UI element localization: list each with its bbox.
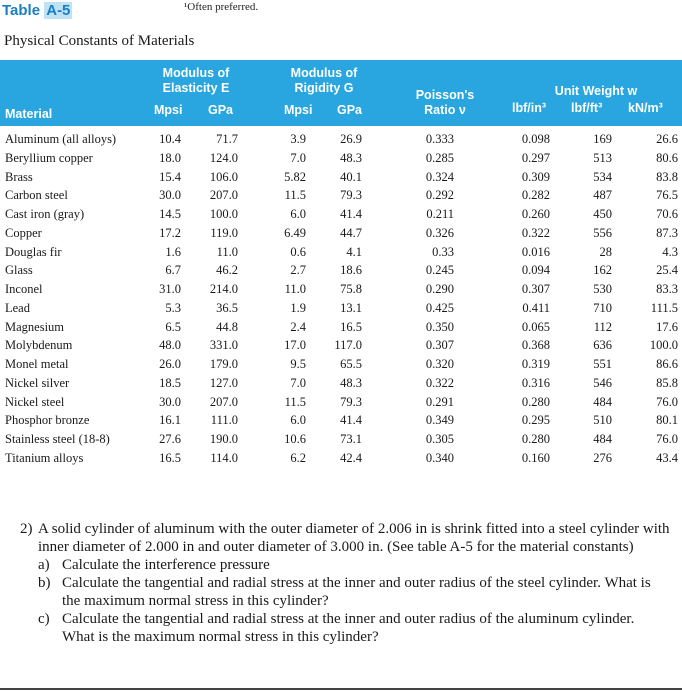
table-row (0, 245, 682, 264)
cell-kn-m3: 86.6 (656, 357, 678, 371)
cell-material: Douglas fir (5, 244, 62, 259)
cell-material: Stainless steel (18-8) (5, 432, 110, 446)
cell-lbf-ft3: 534 (593, 169, 612, 184)
cell-mpsi-e: 6.7 (165, 263, 181, 278)
cell-material: Carbon steel (5, 188, 68, 203)
header-mpsi-e: Mpsi (154, 103, 183, 117)
table-row (0, 170, 682, 189)
cell-mpsi-g: 9.5 (290, 357, 306, 371)
problem-part-label: b) (38, 575, 51, 591)
cell-gpa-e: 119.0 (210, 225, 238, 240)
header-gpa-g: GPa (337, 103, 363, 117)
cell-mpsi-g: 6.2 (290, 450, 306, 465)
cell-mpsi-g: 11.5 (284, 188, 306, 203)
cell-gpa-e: 71.7 (216, 132, 238, 146)
problem-statement (20, 520, 670, 646)
cell-mpsi-e: 1.6 (165, 244, 181, 259)
cell-gpa-e: 179.0 (209, 357, 238, 371)
cell-material: Glass (5, 263, 33, 278)
cell-mpsi-e: 26.0 (159, 357, 181, 371)
cell-gpa-g: 16.5 (340, 319, 362, 334)
cell-gpa-g: 18.6 (340, 263, 362, 278)
table-row (0, 188, 682, 207)
cell-mpsi-e: 17.2 (159, 225, 181, 240)
cell-poisson: 0.333 (425, 132, 454, 146)
cell-gpa-g: 40.1 (340, 169, 362, 184)
cell-lbf-in3: 0.280 (521, 432, 550, 446)
table-header (0, 60, 682, 126)
cell-poisson: 0.305 (425, 432, 454, 446)
cell-mpsi-g: 2.4 (290, 319, 306, 334)
cell-mpsi-e: 18.5 (159, 375, 181, 390)
cell-lbf-ft3: 510 (593, 413, 612, 428)
cell-material: Molybdenum (5, 338, 73, 353)
cell-mpsi-e: 16.5 (159, 450, 181, 465)
cell-poisson: 0.320 (425, 357, 454, 371)
cell-lbf-ft3: 551 (593, 357, 612, 371)
cell-material: Copper (5, 225, 42, 240)
header-kn-m3: kN/m³ (628, 101, 663, 115)
cell-mpsi-e: 16.1 (159, 413, 181, 428)
problem-part (20, 610, 670, 646)
cell-lbf-in3: 0.160 (521, 450, 550, 465)
cell-lbf-ft3: 513 (593, 150, 612, 165)
cell-mpsi-e: 30.0 (159, 188, 181, 203)
cell-material: Cast iron (gray) (5, 207, 85, 221)
cell-material: Phosphor bronze (5, 413, 90, 428)
table-row (0, 301, 682, 320)
table-row (0, 357, 682, 376)
cell-lbf-ft3: 112 (593, 319, 612, 334)
cell-gpa-e: 331.0 (209, 338, 238, 353)
table-label-prefix: Table (2, 2, 45, 19)
cell-mpsi-g: 10.6 (284, 432, 306, 446)
cell-poisson: 0.324 (425, 169, 454, 184)
cell-poisson: 0.425 (425, 300, 454, 315)
cell-mpsi-g: 17.0 (284, 338, 306, 353)
cell-gpa-g: 79.3 (340, 188, 362, 203)
cell-material: Magnesium (5, 319, 65, 334)
cell-kn-m3: 17.6 (656, 319, 678, 334)
cell-kn-m3: 85.8 (656, 375, 678, 390)
cell-lbf-ft3: 276 (593, 450, 612, 465)
cell-poisson: 0.285 (425, 150, 454, 165)
cell-poisson: 0.340 (425, 450, 454, 465)
cell-mpsi-g: 1.9 (290, 300, 306, 315)
cell-kn-m3: 76.0 (656, 432, 678, 446)
cell-mpsi-g: 5.82 (284, 169, 306, 184)
cell-gpa-e: 124.0 (209, 150, 238, 165)
cell-lbf-ft3: 636 (593, 338, 612, 353)
cell-mpsi-g: 11.5 (284, 394, 306, 409)
cell-kn-m3: 100.0 (649, 338, 678, 353)
cell-lbf-in3: 0.316 (521, 375, 550, 390)
cell-poisson: 0.290 (425, 282, 454, 296)
cell-gpa-e: 111.0 (210, 413, 238, 428)
table-row (0, 338, 682, 357)
cell-lbf-in3: 0.065 (521, 319, 550, 334)
header-poisson-line2: Ratio ν (424, 103, 466, 117)
cell-material: Inconel (5, 282, 43, 296)
cell-kn-m3: 87.3 (656, 225, 678, 240)
bottom-rule (0, 688, 682, 690)
cell-mpsi-g: 11.0 (284, 282, 306, 296)
cell-gpa-g: 117.0 (334, 338, 362, 353)
cell-lbf-in3: 0.282 (521, 188, 550, 203)
cell-mpsi-g: 6.0 (290, 413, 306, 428)
problem-parts (20, 556, 670, 646)
cell-lbf-in3: 0.309 (521, 169, 550, 184)
cell-gpa-g: 48.3 (340, 150, 362, 165)
cell-kn-m3: 80.1 (656, 413, 678, 428)
cell-mpsi-e: 15.4 (159, 169, 181, 184)
table-row (0, 263, 682, 282)
cell-gpa-e: 207.0 (209, 394, 238, 409)
cell-lbf-in3: 0.319 (521, 357, 550, 371)
cell-kn-m3: 76.0 (656, 394, 678, 409)
cell-lbf-ft3: 710 (593, 300, 612, 315)
cell-lbf-ft3: 484 (593, 394, 612, 409)
cell-gpa-g: 48.3 (340, 375, 362, 390)
cell-gpa-e: 207.0 (209, 188, 238, 203)
table-caption: Physical Constants of Materials (4, 33, 195, 49)
cell-kn-m3: 80.6 (656, 150, 678, 165)
table-row (0, 376, 682, 395)
cell-lbf-ft3: 546 (593, 375, 612, 390)
cell-lbf-in3: 0.297 (521, 150, 550, 165)
table-row (0, 451, 682, 470)
problem-part (20, 556, 670, 574)
table-row (0, 207, 682, 226)
cell-lbf-ft3: 162 (593, 263, 612, 278)
header-modulus-e-line1: Modulus of (162, 66, 230, 80)
cell-gpa-g: 41.4 (340, 413, 362, 428)
cell-mpsi-g: 7.0 (290, 375, 306, 390)
cell-gpa-g: 26.9 (340, 132, 362, 146)
cell-material: Monel metal (5, 357, 69, 371)
cell-mpsi-e: 27.6 (159, 432, 181, 446)
cell-lbf-in3: 0.307 (521, 282, 550, 296)
cell-mpsi-e: 48.0 (159, 338, 181, 353)
header-lbf-ft3: lbf/ft³ (571, 101, 603, 115)
table-row (0, 432, 682, 451)
cell-kn-m3: 76.5 (656, 188, 678, 203)
table-row (0, 226, 682, 245)
table-row (0, 132, 682, 151)
cell-material: Lead (5, 300, 30, 315)
problem-part-text: Calculate the tangential and radial stress at the inner and outer radius of the steel cylinder. What is the maximum normal stress in this cylinder? (62, 575, 651, 609)
cell-gpa-e: 11.0 (216, 244, 238, 259)
problem-part-label: a) (38, 557, 50, 573)
cell-gpa-e: 106.0 (209, 169, 238, 184)
header-modulus-g-line2: Rigidity G (294, 81, 354, 95)
header-unit-weight: Unit Weight w (554, 84, 638, 98)
cell-poisson: 0.292 (425, 188, 454, 203)
cell-mpsi-e: 5.3 (165, 300, 181, 315)
cell-gpa-g: 42.4 (340, 450, 362, 465)
cell-poisson: 0.322 (425, 375, 454, 390)
cell-lbf-ft3: 169 (593, 132, 612, 146)
cell-lbf-in3: 0.098 (521, 132, 550, 146)
table-label (2, 2, 72, 19)
cell-mpsi-g: 6.0 (290, 207, 306, 221)
table-number: A-5 (46, 2, 71, 19)
cell-kn-m3: 25.4 (656, 263, 678, 278)
table-row (0, 395, 682, 414)
cell-lbf-in3: 0.280 (521, 394, 550, 409)
cell-mpsi-e: 18.0 (159, 150, 181, 165)
header-lbf-in3: lbf/in³ (512, 101, 547, 115)
cell-poisson: 0.349 (425, 413, 454, 428)
cell-lbf-ft3: 28 (599, 244, 612, 259)
cell-lbf-in3: 0.368 (521, 338, 550, 353)
cell-material: Nickel silver (5, 375, 70, 390)
problem-part-text: Calculate the interference pressure (62, 557, 270, 573)
cell-material: Aluminum (all alloys) (5, 132, 117, 146)
cell-poisson: 0.326 (425, 225, 454, 240)
table-row (0, 320, 682, 339)
cell-lbf-ft3: 530 (593, 282, 612, 296)
cell-mpsi-e: 30.0 (159, 394, 181, 409)
cell-kn-m3: 4.3 (662, 244, 678, 259)
header-mpsi-g: Mpsi (284, 103, 313, 117)
cell-gpa-g: 4.1 (346, 244, 362, 259)
header-material: Material (5, 107, 53, 121)
table-row (0, 413, 682, 432)
problem-intro: A solid cylinder of aluminum with the outer diameter of 2.006 in is shrink fitted into a steel cylinder with inner diameter of 2.000 in and outer diameter of 3.000 in. (See table A-5 for the material constants) (38, 521, 670, 555)
cell-poisson: 0.33 (432, 244, 454, 259)
cell-gpa-g: 75.8 (340, 282, 362, 296)
table-row (0, 282, 682, 301)
cell-lbf-in3: 0.016 (521, 244, 550, 259)
header-poisson-line1: Poisson's (415, 88, 475, 102)
cell-gpa-e: 214.0 (209, 282, 238, 296)
problem-part (20, 574, 670, 610)
cell-mpsi-e: 10.4 (159, 132, 181, 146)
header-gpa-e: GPa (208, 103, 234, 117)
cell-lbf-in3: 0.260 (521, 207, 550, 221)
cell-mpsi-g: 3.9 (290, 132, 306, 146)
cell-lbf-ft3: 484 (593, 432, 612, 446)
cell-poisson: 0.291 (425, 394, 454, 409)
cell-lbf-ft3: 556 (593, 225, 612, 240)
cell-kn-m3: 26.6 (656, 132, 678, 146)
problem-part-text: Calculate the tangential and radial stress at the inner and outer radius of the aluminum cylinder. What is the maximum normal stress in this cylinder? (62, 611, 635, 645)
cell-mpsi-e: 31.0 (159, 282, 181, 296)
cell-lbf-in3: 0.094 (521, 263, 550, 278)
problem-number: 2) (20, 521, 33, 537)
cell-poisson: 0.307 (425, 338, 454, 353)
cell-gpa-e: 46.2 (216, 263, 238, 278)
cell-gpa-g: 13.1 (340, 300, 362, 315)
cell-gpa-g: 65.5 (340, 357, 362, 371)
cell-lbf-in3: 0.411 (522, 300, 550, 315)
cell-poisson: 0.245 (425, 263, 454, 278)
cell-gpa-g: 79.3 (340, 394, 362, 409)
cell-mpsi-g: 6.49 (284, 225, 306, 240)
cell-kn-m3: 83.8 (656, 169, 678, 184)
header-modulus-e-line2: Elasticity E (162, 81, 230, 95)
cell-gpa-e: 36.5 (216, 300, 238, 315)
cell-material: Brass (5, 169, 33, 184)
cell-lbf-in3: 0.295 (521, 413, 550, 428)
cell-lbf-in3: 0.322 (521, 225, 550, 240)
cell-gpa-g: 73.1 (340, 432, 362, 446)
header-modulus-g-line1: Modulus of (290, 66, 358, 80)
cell-mpsi-g: 7.0 (290, 150, 306, 165)
cell-kn-m3: 111.5 (650, 300, 678, 315)
cell-kn-m3: 70.6 (656, 207, 678, 221)
cell-kn-m3: 43.4 (656, 450, 678, 465)
cell-mpsi-e: 6.5 (165, 319, 181, 334)
cell-lbf-ft3: 487 (593, 188, 612, 203)
cell-gpa-e: 190.0 (209, 432, 238, 446)
cell-gpa-e: 100.0 (209, 207, 238, 221)
cell-material: Nickel steel (5, 394, 65, 409)
cell-gpa-g: 41.4 (340, 207, 362, 221)
cell-kn-m3: 83.3 (656, 282, 678, 296)
cell-lbf-ft3: 450 (593, 207, 612, 221)
cell-gpa-e: 127.0 (209, 375, 238, 390)
footnote: ¹Often preferred. (184, 1, 259, 13)
cell-mpsi-g: 2.7 (290, 263, 306, 278)
table-row (0, 151, 682, 170)
cell-gpa-e: 44.8 (216, 319, 238, 334)
cell-poisson: 0.350 (425, 319, 454, 334)
cell-material: Titanium alloys (5, 450, 84, 465)
cell-poisson: 0.211 (426, 207, 454, 221)
cell-mpsi-g: 0.6 (290, 244, 306, 259)
cell-material: Beryllium copper (5, 150, 93, 165)
cell-gpa-g: 44.7 (340, 225, 362, 240)
cell-gpa-e: 114.0 (210, 450, 238, 465)
cell-mpsi-e: 14.5 (159, 207, 181, 221)
problem-part-label: c) (38, 611, 50, 627)
